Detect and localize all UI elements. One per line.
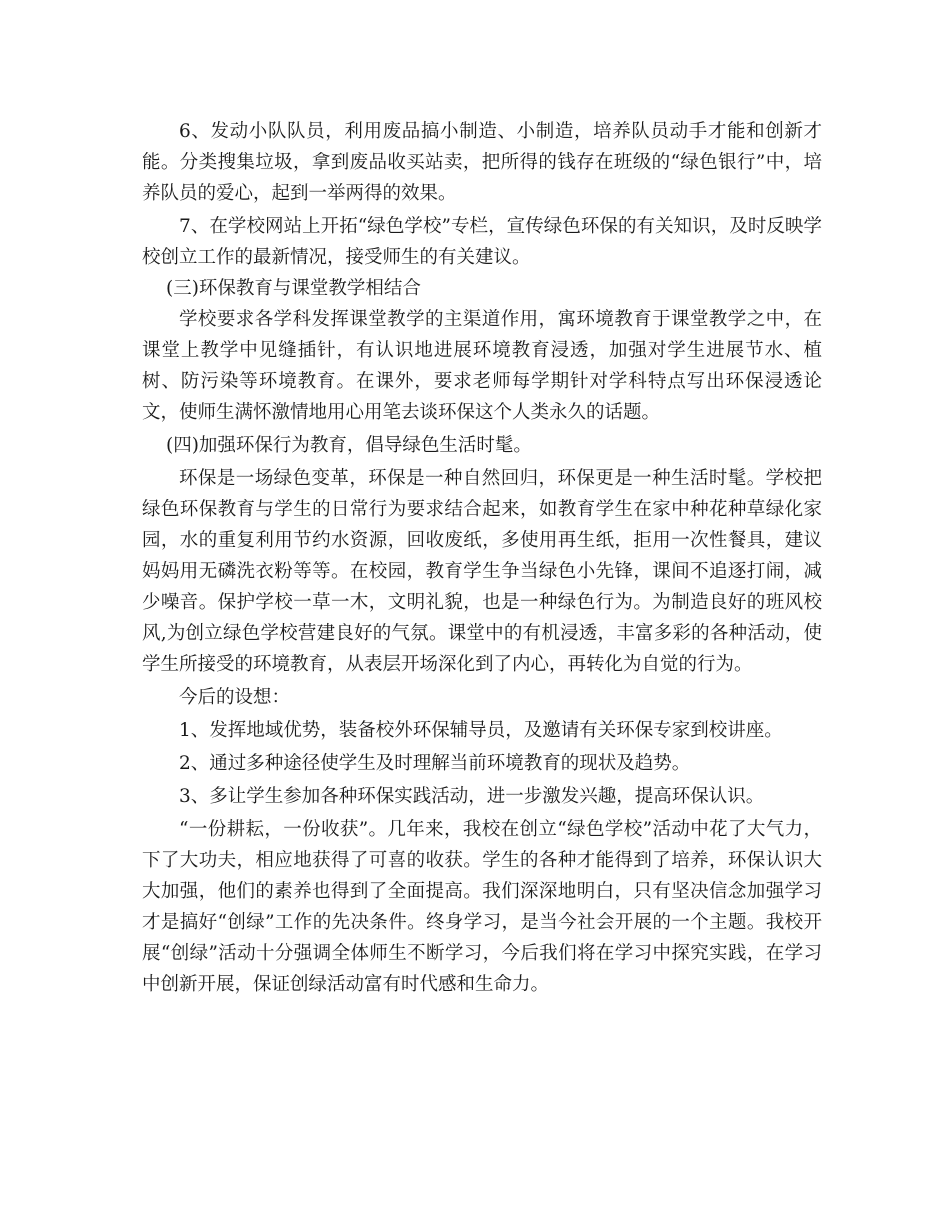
paragraph-item-7: 7、在学校网站上开拓“绿色学校”专栏，宣传绿色环保的有关知识，及时反映学校创立工作的最新情况，接受师生的有关建议。 (142, 216, 822, 268)
paragraph-classroom-teaching: 学校要求各学科发挥课堂教学的主渠道作用，寓环境教育于课堂教学之中，在课堂上教学中见缝插针，有认识地进展环境教育浸透，加强对学生进展节水、植树、防污染等环境教育。在课外，要求老师每学期针对学科特点写出环保浸透论文，使师生满怀激情地用心用笔去谈环保这个人类永久的话题。 (142, 309, 822, 423)
plan-item-2: 2、通过多种途径使学生及时理解当前环境教育的现状及趋势。 (179, 753, 691, 774)
future-plans-heading: 今后的设想： (179, 687, 291, 708)
paragraph-conclusion: “一份耕耘，一份收获”。几年来，我校在创立“绿色学校”活动中花了大气力，下了大功夫，相应地获得了可喜的收获。学生的各种才能得到了培养，环保认识大大加强，他们的素养也得到了全面提高。我们深深地明白，只有坚决信念加强学习才是搞好“创绿”工作的先决条件。终身学习，是当今社会开展的一个主题。我校开展“创绿”活动十分强调全体师生不断学习，今后我们将在学习中探究实践，在学习中创新开展，保证创绿活动富有时代感和生命力。 (142, 819, 822, 995)
plan-item-3: 3、多让学生参加各种环保实践活动，进一步激发兴趣，提高环保认识。 (179, 786, 765, 807)
document-body (142, 116, 822, 1000)
plan-item-1: 1、发挥地域优势，装备校外环保辅导员，及邀请有关环保专家到校讲座。 (179, 720, 783, 741)
section-heading-3: (三)环保教育与课堂教学相结合 (166, 278, 421, 299)
paragraph-item-6: 6、发动小队队员，利用废品搞小制造、小制造，培养队员动手才能和创新才能。分类搜集垃圾，拿到废品收买站卖，把所得的钱存在班级的“绿色银行”中，培养队员的爱心，起到一举两得的效果。 (142, 121, 822, 204)
section-heading-4: (四)加强环保行为教育，倡导绿色生活时髦。 (166, 435, 532, 456)
paragraph-green-behavior: 环保是一场绿色变革，环保是一种自然回归，环保更是一种生活时髦。学校把绿色环保教育与学生的日常行为要求结合起来，如教育学生在家中种花种草绿化家园，水的重复利用节约水资源，回收废纸，多使用再生纸，拒用一次性餐具，建议妈妈用无磷洗衣粉等等。在校园，教育学生争当绿色小先锋，课间不追逐打闹，减少噪音。保护学校一草一木，文明礼貌，也是一种绿色行为。为制造良好的班风校风,为创立绿色学校营建良好的气氛。课堂中的有机浸透，丰富多彩的各种活动，使学生所接受的环境教育，从表层开场深化到了内心，再转化为自觉的行为。 (142, 468, 822, 675)
